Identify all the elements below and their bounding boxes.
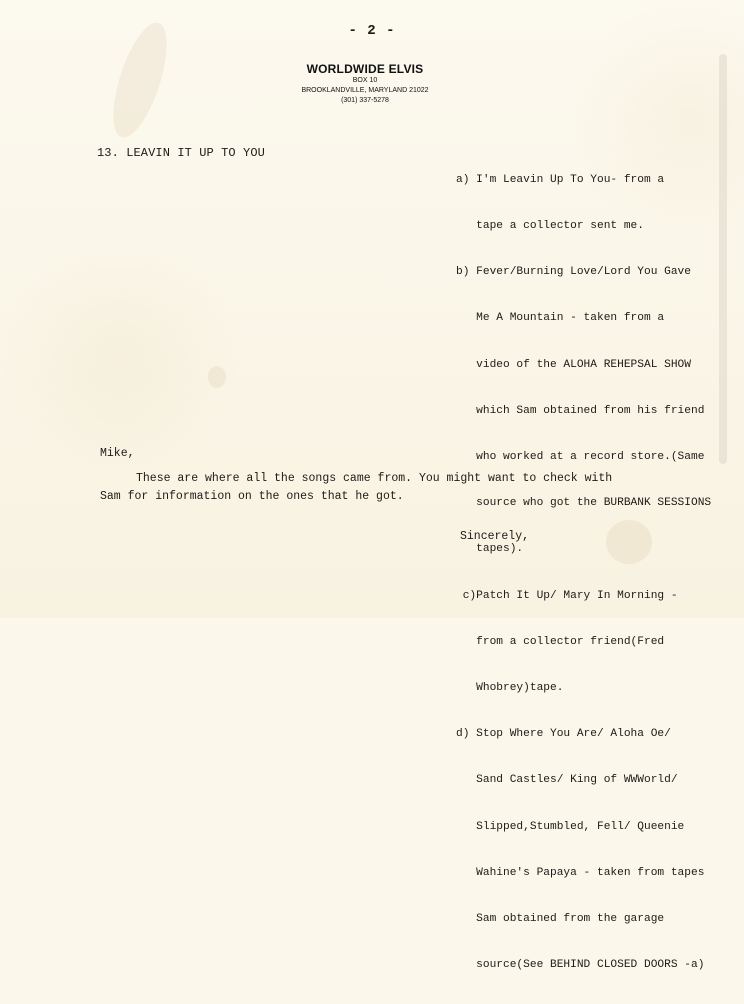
note-line: Slipped,Stumbled, Fell/ Queenie xyxy=(456,820,685,833)
song-heading: 13. LEAVIN IT UP TO YOU xyxy=(97,146,265,160)
letterhead-line: BOX 10 xyxy=(352,77,378,84)
note-line: source(See BEHIND CLOSED DOORS -a) xyxy=(456,959,705,972)
letterhead xyxy=(285,62,445,106)
note-line: c)Patch It Up/ Mary In Morning - xyxy=(456,589,678,602)
note-line: tapes). xyxy=(456,543,524,556)
note-line: b) Fever/Burning Love/Lord You Gave xyxy=(456,266,691,279)
note-line: Whobrey)tape. xyxy=(456,682,564,695)
song-notes xyxy=(456,142,744,1004)
note-line: source who got the BURBANK SESSIONS xyxy=(456,497,712,510)
body-line: Sam for information on the ones that he got. xyxy=(100,490,404,503)
letterhead-line: (301) 337-5278 xyxy=(341,97,389,104)
note-line: from a collector friend(Fred xyxy=(456,635,665,648)
note-line: which Sam obtained from his friend xyxy=(456,404,705,417)
letterhead-title: WORLDWIDE ELVIS xyxy=(306,62,424,76)
closing: Sincerely, xyxy=(460,530,530,543)
greeting: Mike, xyxy=(100,447,135,460)
note-line: Sam obtained from the garage xyxy=(456,913,665,926)
note-line: a) I'm Leavin Up To You- from a xyxy=(456,173,665,186)
note-line: Sand Castles/ King of WWWorld/ xyxy=(456,774,678,787)
note-line: video of the ALOHA REHEPSAL SHOW xyxy=(456,358,691,371)
note-line: who worked at a record store.(Same xyxy=(456,451,705,464)
note-line: Me A Mountain - taken from a xyxy=(456,312,665,325)
note-line: d) Stop Where You Are/ Aloha Oe/ xyxy=(456,728,671,741)
note-line: Wahine's Papaya - taken from tapes xyxy=(456,866,705,879)
paper-stain xyxy=(102,17,177,143)
paper-stain xyxy=(208,366,226,388)
note-line: tape a collector sent me. xyxy=(456,220,644,233)
body-line: These are where all the songs came from. You might want to check with xyxy=(136,472,613,485)
letterhead-line: BROOKLANDVILLE, MARYLAND 21022 xyxy=(301,87,429,94)
page-number: - 2 - xyxy=(348,23,396,39)
